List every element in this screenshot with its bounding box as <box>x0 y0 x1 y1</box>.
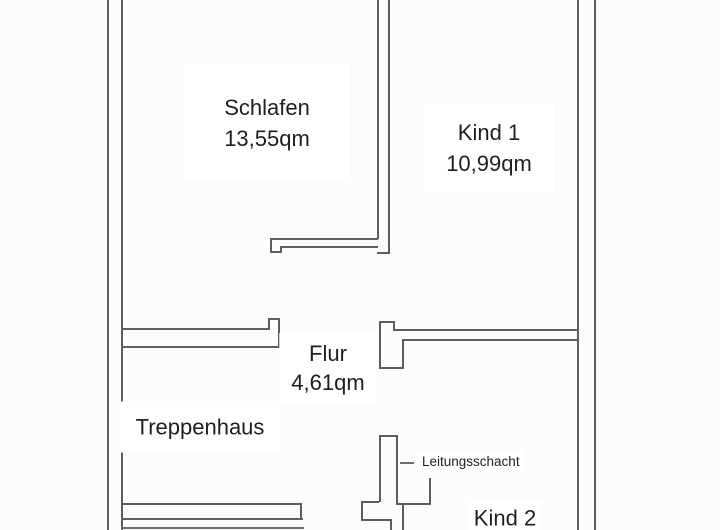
kind2-door-jamb <box>429 478 431 505</box>
wall-flur-east-jamb-cap-bottom <box>379 367 404 369</box>
shaft-bottom-left-line <box>390 519 392 530</box>
room-label-flur <box>279 333 376 403</box>
wall-flur-west-jamb-cap <box>268 318 280 320</box>
treppenhaus-south-end-cap <box>300 503 302 519</box>
kind2-door-top-line <box>396 503 431 505</box>
treppenhaus-south-bottom-line <box>122 518 303 520</box>
wall-flur-west-top-line <box>121 328 270 330</box>
room-label-treppenhaus <box>120 402 281 453</box>
room-name: Schlafen <box>224 95 310 120</box>
shaft-left-line <box>379 435 381 502</box>
room-area: 4,61qm <box>291 370 365 395</box>
room-name: Kind 2 <box>473 505 537 530</box>
room-name: Kind 1 <box>457 120 521 145</box>
shaft-right-line <box>396 435 398 505</box>
wall-schlafen-door-bottom-line <box>281 246 378 248</box>
shaft-step-top <box>361 501 379 503</box>
wall-schlafen-door-jamb-foot <box>270 251 282 253</box>
wall-schlafen-kind1-left-line <box>377 0 379 239</box>
room-name: Flur <box>309 341 347 366</box>
wall-schlafen-kind1-right-line <box>388 0 390 253</box>
wall-exterior-right-inner-line <box>577 0 579 530</box>
shaft-bottom-right-line <box>402 505 404 530</box>
shaft-step-bottom <box>361 519 392 521</box>
wall-flur-east-top-line <box>393 329 577 331</box>
wall-flur-east-jamb-right <box>402 339 404 369</box>
treppenhaus-south-top-line <box>122 503 302 505</box>
room-label-kind1 <box>424 103 554 193</box>
wall-exterior-left-outer-line <box>107 0 109 530</box>
room-area: 13,55qm <box>224 126 310 151</box>
room-name: Treppenhaus <box>135 414 265 440</box>
annotation-label-leitungsschacht <box>417 451 525 473</box>
leitungsschacht-leader-line <box>400 462 414 464</box>
annotation-text: Leitungsschacht <box>422 454 520 469</box>
room-label-kind2 <box>468 501 542 530</box>
wall-flur-east-bottom-line <box>402 339 577 341</box>
bottom-edge-line <box>122 527 304 529</box>
wall-schlafen-door-top-line <box>270 238 378 240</box>
room-area: 10,99qm <box>446 151 532 176</box>
shaft-step-left <box>361 501 363 520</box>
wall-schlafen-kind1-foot-cap <box>377 252 390 254</box>
wall-flur-west-bottom-line <box>121 346 280 348</box>
wall-exterior-right-outer-line <box>594 0 596 530</box>
wall-flur-east-jamb-left <box>379 321 381 369</box>
room-label-schlafen <box>184 64 350 182</box>
